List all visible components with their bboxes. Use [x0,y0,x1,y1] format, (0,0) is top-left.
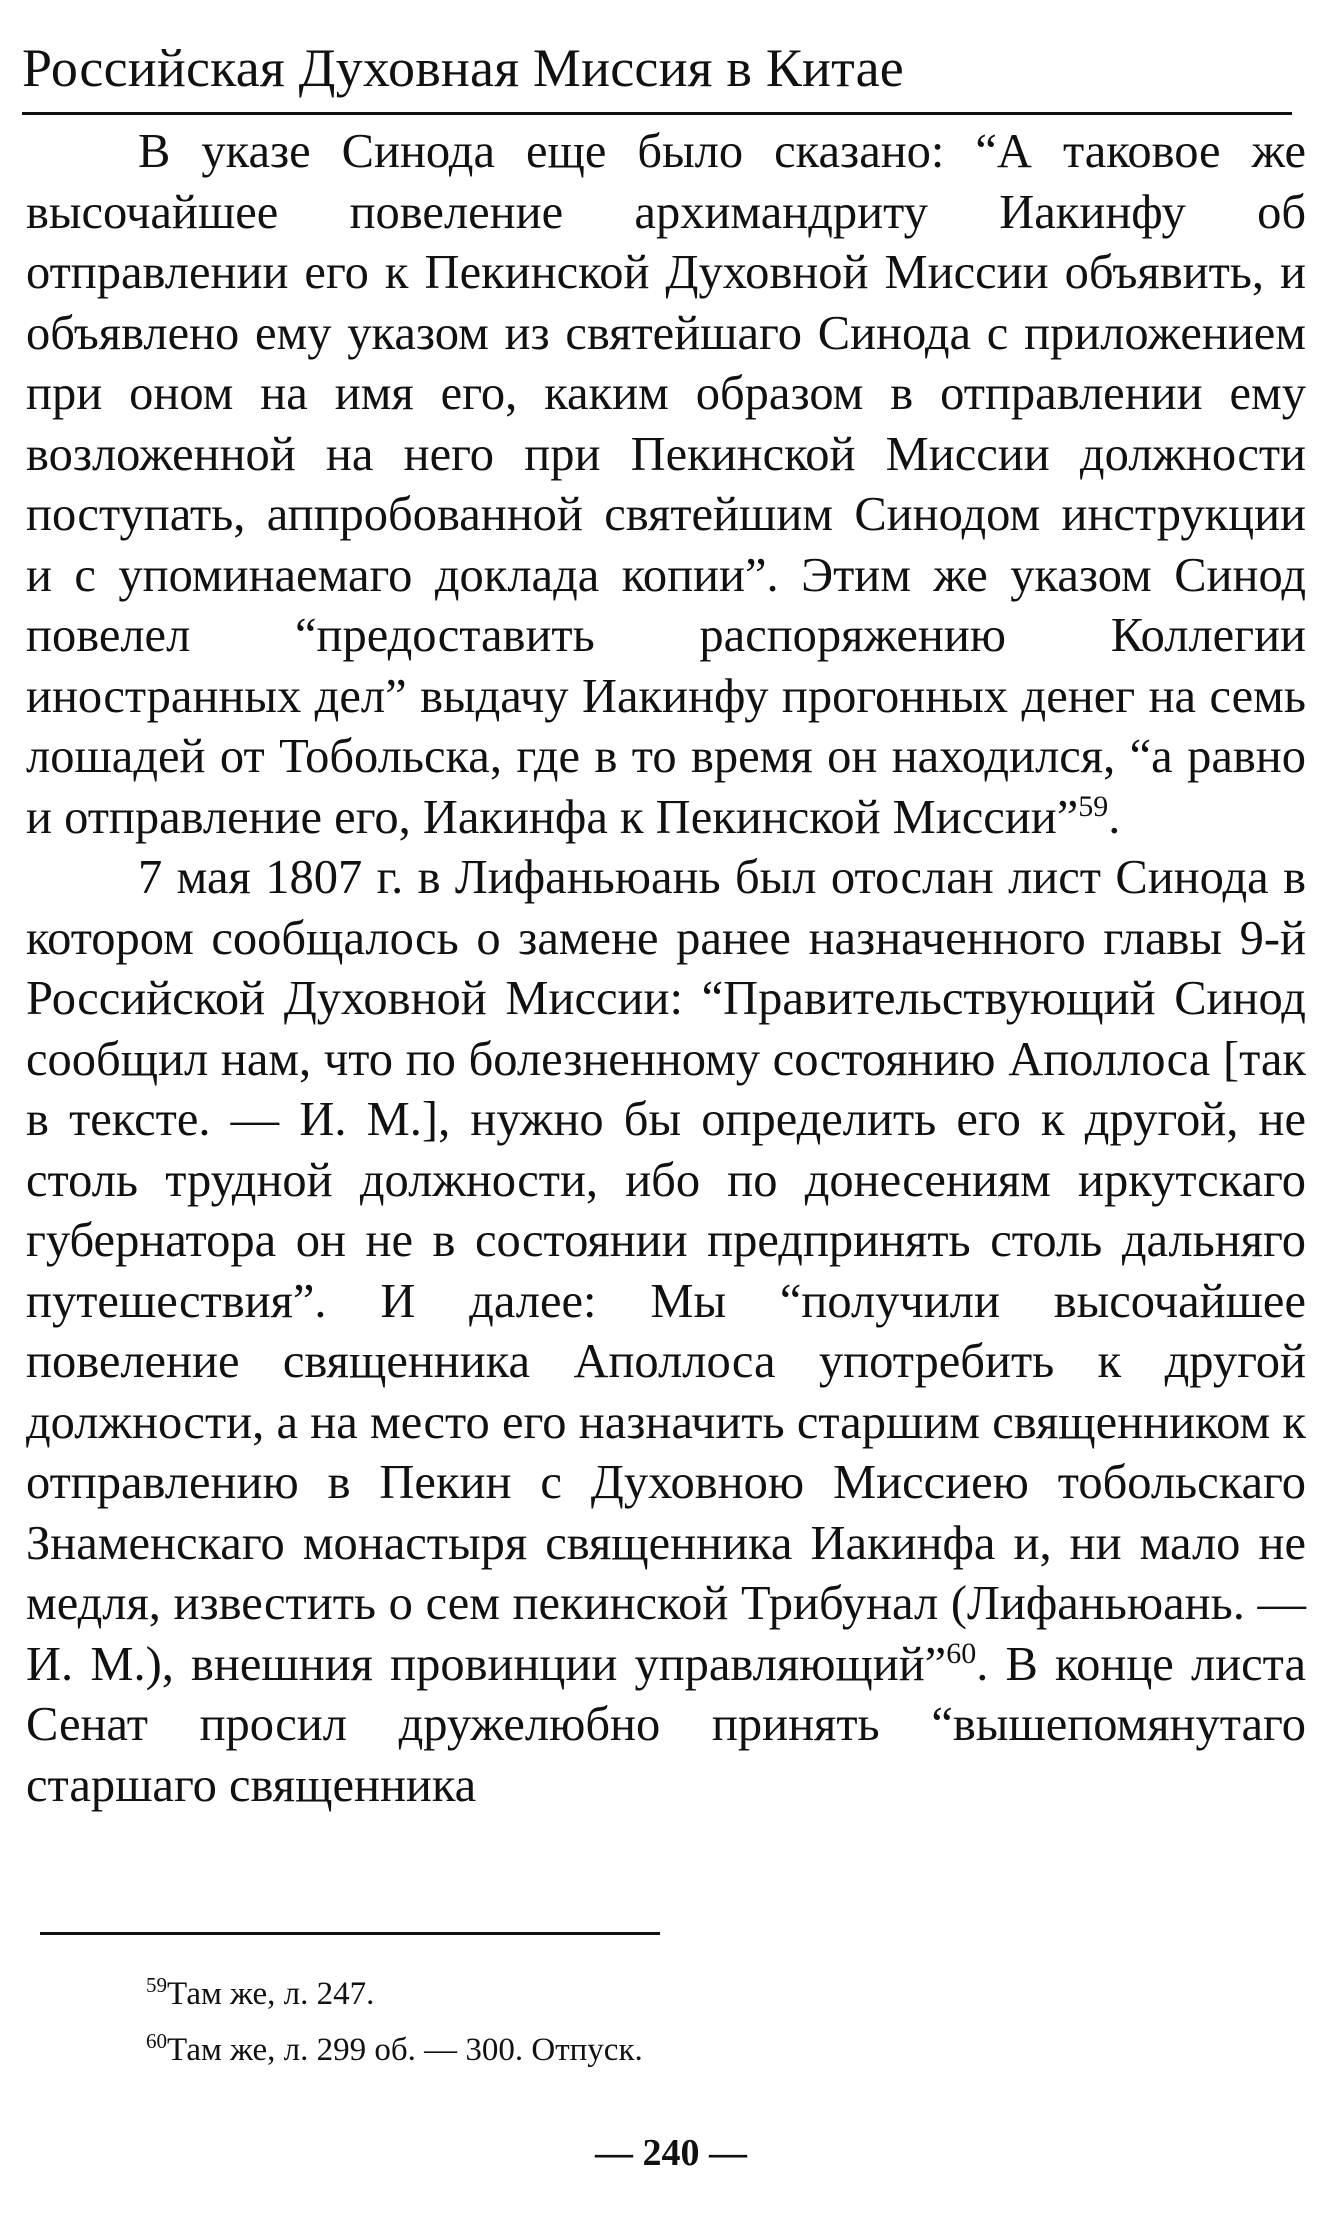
footnote [146,1966,1246,2022]
paragraph-text: В указе Синода еще было сказано: “А таковое же высочайшее повеление архимандриту Иакинфу об отправлении его к Пекинской Духовной Миссии объявить, и объявлено ему указом из святейшаго Синода с приложением при оном на имя его, каким образом в отправлении ему возложенной на него при Пекинской Миссии должности поступать, аппробованной святейшим Синодом инструкции и с упоминаемаго доклада копии”. Этим же указом Синод повелел “предоставить распоряжению Коллегии иностранных дел” выдачу Иакинфу прогонных денег на семь лошадей от Тобольска, где в то время он находился, “а равно и отправление его, Иакинфа к Пекинской Миссии” [26,125,1306,844]
main-text [26,122,1306,1816]
paragraph-end: . [1108,790,1121,844]
footnote-ref-59: 59 [1078,789,1109,823]
paragraph-text-continued: . В конце листа Сенат просил дружелюбно принять “вышепомянутаго старшаго священника [26,1637,1306,1812]
paragraph-text: 7 мая 1807 г. в Лифаньюань был отослан лист Синода в котором сообщалось о замене ранее назначенного главы 9-й Российской Духовной Миссии: “Правительствующий Синод сообщил нам, что по болезненному состоянию Аполлоса [так в тексте. — И. М.], нужно бы определить его к другой, не столь трудной должности, ибо по донесениям иркутскаго губернатора он не в состоянии предпринять столь дальняго путешествия”. И далее: Мы “получили высочайшее повеление священника Аполлоса употребить к другой должности, а на место его назначить старшим священником к отправлению в Пекин с Духовною Миссиею тобольскаго Знаменскаго монастыря священника Иакинфа и, ни мало не медля, известить о сем пекинской Трибунал (Лифаньюань. — И. М.), внешния провинции управляющий” [26,851,1306,1691]
footnote-ref-60: 60 [946,1636,977,1670]
paragraph [26,122,1306,848]
footnote-text: Там же, л. 247. [167,1976,375,2012]
running-head: Российская Духовная Миссия в Китае [22,28,1292,115]
page-number: — 240 — [595,2132,747,2174]
footnotes [146,1966,1246,2078]
footnote-number: 59 [146,1973,167,1997]
footnote [146,2022,1246,2078]
footnote-text: Там же, л. 299 об. — 300. Отпуск. [167,2032,643,2068]
footnote-divider [40,1932,660,1935]
paragraph [26,848,1306,1816]
footnote-number: 60 [146,2029,167,2053]
